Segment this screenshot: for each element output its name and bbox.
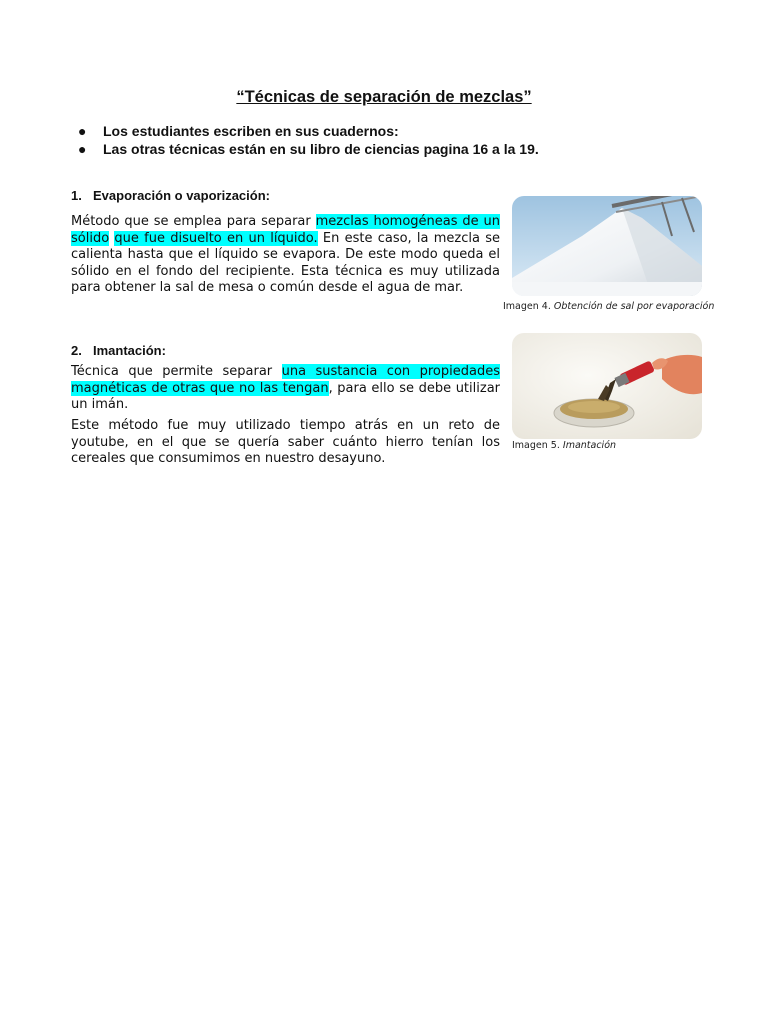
section-number: 1.: [71, 188, 82, 203]
caption-label: Imagen 5.: [512, 440, 560, 451]
section-paragraph-evaporacion: [71, 214, 500, 297]
caption-text: Imantación: [562, 440, 617, 451]
paragraph-text: , para ello se debe utilizar un imán.: [71, 380, 501, 412]
list-item-text: Las otras técnicas están en su libro de ciencias pagina 16 a la 19.: [103, 141, 539, 157]
salt-pile-illustration: [512, 196, 702, 296]
magnet-illustration: [512, 333, 702, 439]
figure-caption: [503, 301, 714, 312]
highlighted-text: una sustancia con propiedades magnéticas de otras que no las tengan: [71, 364, 500, 396]
list-item-text: Los estudiantes escriben en sus cuadernos:: [103, 123, 399, 139]
document-title: “Técnicas de separación de mezclas”: [236, 88, 532, 106]
section-number: 2.: [71, 343, 82, 358]
bullet-icon: ●: [78, 141, 87, 157]
section-paragraph-imantacion-2: Este método fue muy utilizado tiempo atrás en un reto de youtube, en el que se quería saber cuánto hierro tenían los cereales que consumimos en nuestro desayuno.: [71, 418, 500, 466]
instruction-list: [78, 122, 539, 158]
caption-label: Imagen 4.: [503, 301, 551, 312]
paragraph-text: En este caso, la mezcla se calienta hasta que el líquido se evapora. De este modo queda el sólido en el fondo del recipiente. Esta técnica es muy utilizada para obtener la sal de mesa o común desde el agua de mar.: [71, 230, 500, 295]
list-item: [78, 140, 539, 158]
paragraph-text: Método que se emplea para separar: [71, 214, 316, 229]
highlighted-text: que fue disuelto en un líquido.: [114, 230, 318, 246]
section-heading-evaporacion: [71, 188, 270, 203]
section-paragraph-imantacion: [71, 364, 500, 414]
highlighted-text: mezclas homogéneas de un sólido: [71, 214, 500, 246]
list-item: [78, 122, 539, 140]
paragraph-text: Técnica que permite separar: [71, 364, 282, 379]
caption-text: Obtención de sal por evaporación: [553, 301, 715, 312]
magnet-separation-image: [512, 333, 702, 439]
section-heading-text: Evaporación o vaporización:: [93, 188, 270, 203]
salt-evaporation-image: [512, 196, 702, 296]
bullet-icon: ●: [78, 123, 87, 139]
section-heading-text: Imantación:: [93, 343, 166, 358]
figure-caption: [512, 440, 616, 451]
section-heading-imantacion: [71, 343, 166, 358]
